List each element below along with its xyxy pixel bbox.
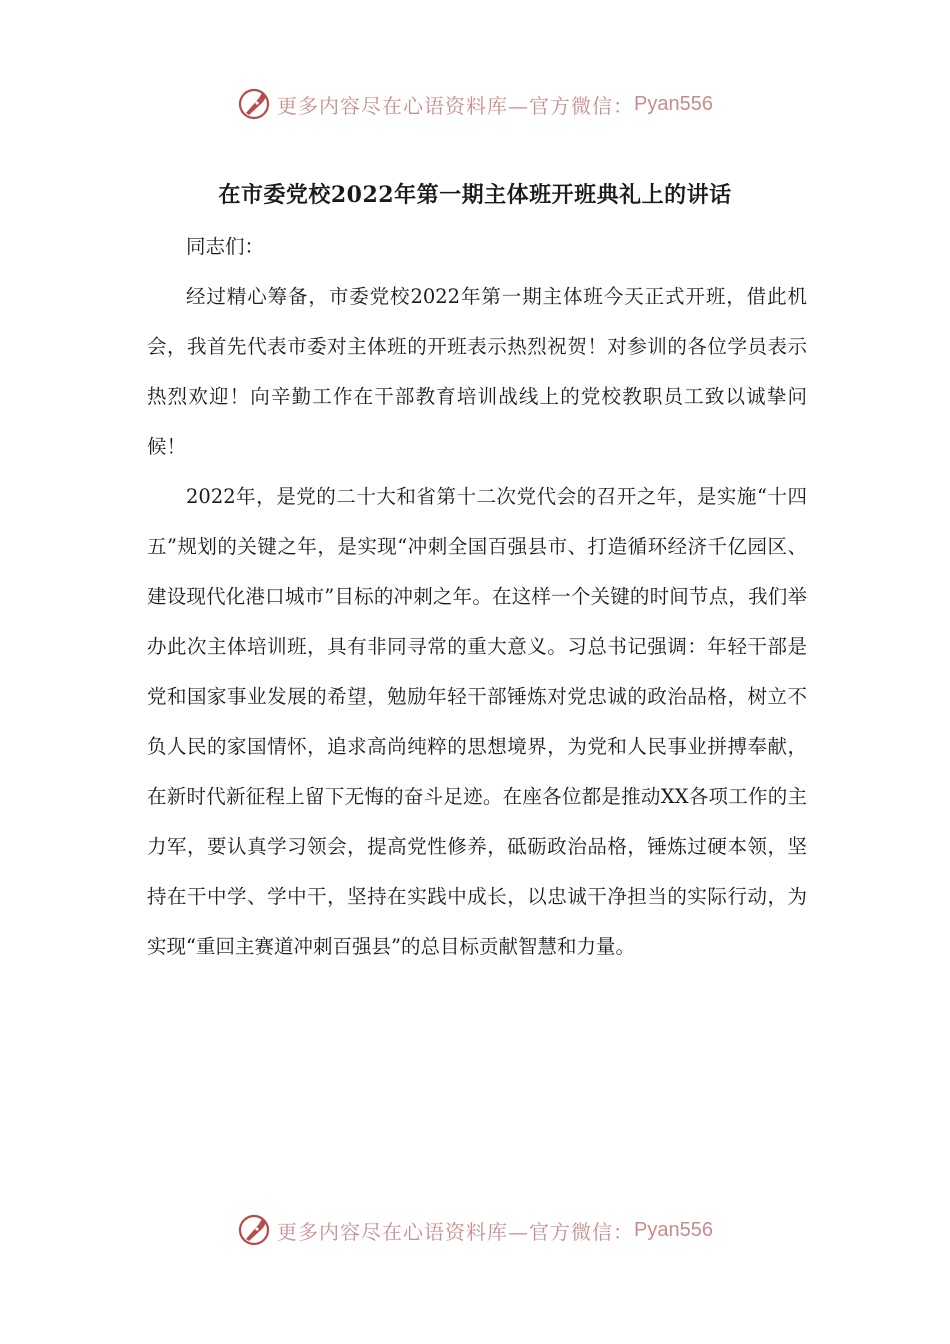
paragraph: 2022年，是党的二十大和省第十二次党代会的召开之年，是实施“十四五”规划的关键之年，是实现“冲刺全国百强县市、打造循环经济千亿园区、建设现代化港口城市”目标的冲刺之年。在这样一个关键的时间节点，我们举办此次主体培训班，具有非同寻常的重大意义。习总书记强调：年轻干部是党和国家事业发展的希望，勉励年轻干部锤炼对党忠诚的政治品格，树立不负人民的家国情怀，追求高尚纯粹的思想境界，为党和人民事业拼搏奉献，在新时代新征程上留下无悔的奋斗足迹。在座各位都是推动XX各项工作的主力军，要认真学习领会，提高党性修养，砥砺政治品格，锤炼过硬本领，坚持在干中学、学中干，坚持在实践中成长，以忠诚干净担当的实际行动，为实现“重回主赛道冲刺百强县”的总目标贡献智慧和力量。 — [147, 485, 807, 958]
pen-nib-logo-icon — [237, 1213, 271, 1247]
watermark-wechat-id: Pyan556 — [634, 92, 713, 115]
paragraph: 经过精心筹备，市委党校2022年第一期主体班今天正式开班，借此机会，我首先代表市委对主体班的开班表示热烈祝贺！对参训的各位学员表示热烈欢迎！向辛勤工作在干部教育培训战线上的党校教职员工致以诚挚问候！ — [147, 285, 807, 458]
watermark-footer — [0, 1210, 950, 1250]
watermark-text: 更多内容尽在心语资料库—官方微信： — [277, 1219, 635, 1244]
document-title: 在市委党校2022年第一期主体班开班典礼上的讲话 — [218, 182, 732, 208]
watermark-text: 更多内容尽在心语资料库—官方微信： — [277, 93, 635, 118]
pen-nib-logo-icon — [237, 87, 271, 121]
watermark-wechat-id: Pyan556 — [634, 1218, 713, 1241]
watermark-header — [0, 84, 950, 124]
salutation: 同志们： — [186, 235, 265, 258]
document-body — [147, 222, 807, 972]
